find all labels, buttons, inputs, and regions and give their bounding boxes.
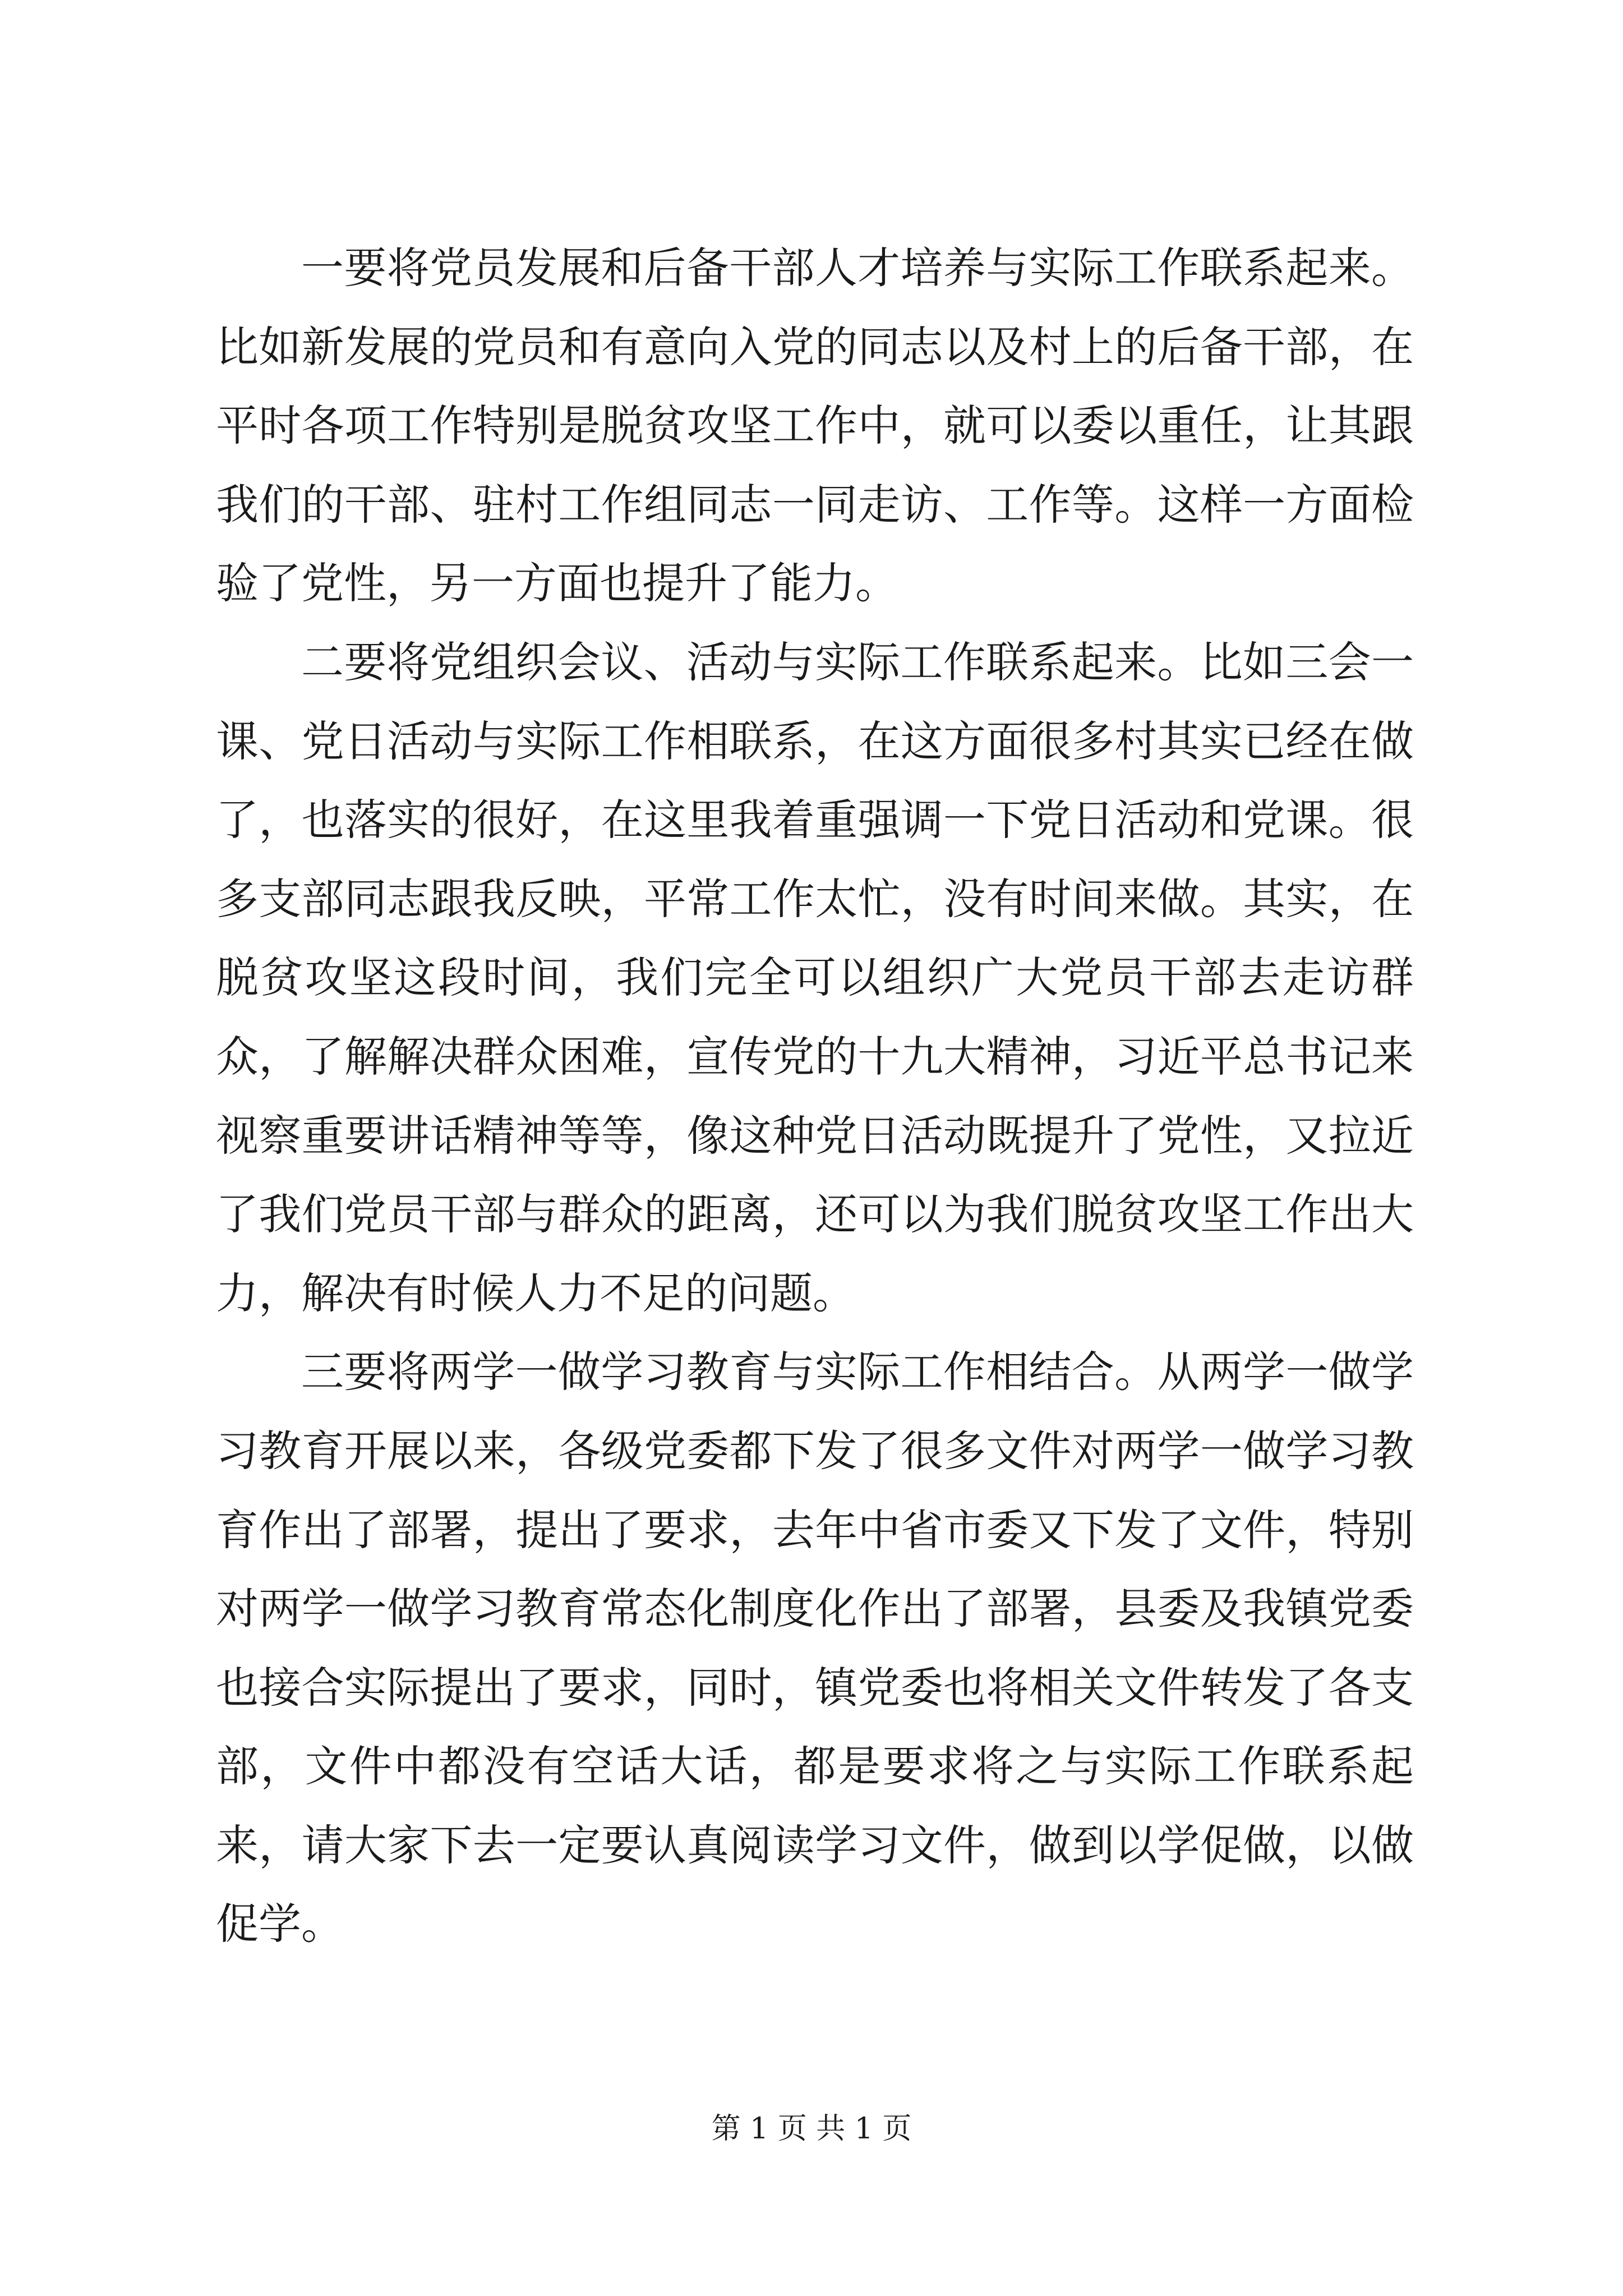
- paragraph-2: 二要将党组织会议、活动与实际工作联系起来。比如三会一课、党日活动与实际工作相联系，在这方面很多村其实已经在做了，也落实的很好，在这里我着重强调一下党日活动和党课。很多支部同志跟我反映，平常工作太忙，没有时间来做。其实，在脱贫攻坚这段时间，我们完全可以组织广大党员干部去走访群众，了解解决群众困难，宣传党的十九大精神，习近平总书记来视察重要讲话精神等等，像这种党日活动既提升了党性，又拉近了我们党员干部与群众的距离，还可以为我们脱贫攻坚工作出大力，解决有时候人力不足的问题。: [216, 637, 1414, 1318]
- page-footer: 第 1 页 共 1 页: [711, 2112, 912, 2146]
- paragraph-1: 一要将党员发展和后备干部人才培养与实际工作联系起来。比如新发展的党员和有意向入党的同志以及村上的后备干部，在平时各项工作特别是脱贫攻坚工作中，就可以委以重任，让其跟我们的干部、驻村工作组同志一同走访、工作等。这样一方面检验了党性，另一方面也提升了能力。: [216, 243, 1414, 609]
- paragraph-3: 三要将两学一做学习教育与实际工作相结合。从两学一做学习教育开展以来，各级党委都下发了很多文件对两学一做学习教育作出了部署，提出了要求，去年中省市委又下发了文件，特别对两学一做学习教育常态化制度化作出了部署，县委及我镇党委也接合实际提出了要求，同时，镇党委也将相关文件转发了各支部，文件中都没有空话大话，都是要求将之与实际工作联系起来，请大家下去一定要认真阅读学习文件，做到以学促做，以做促学。: [216, 1347, 1414, 1949]
- document-body: [216, 229, 1414, 1964]
